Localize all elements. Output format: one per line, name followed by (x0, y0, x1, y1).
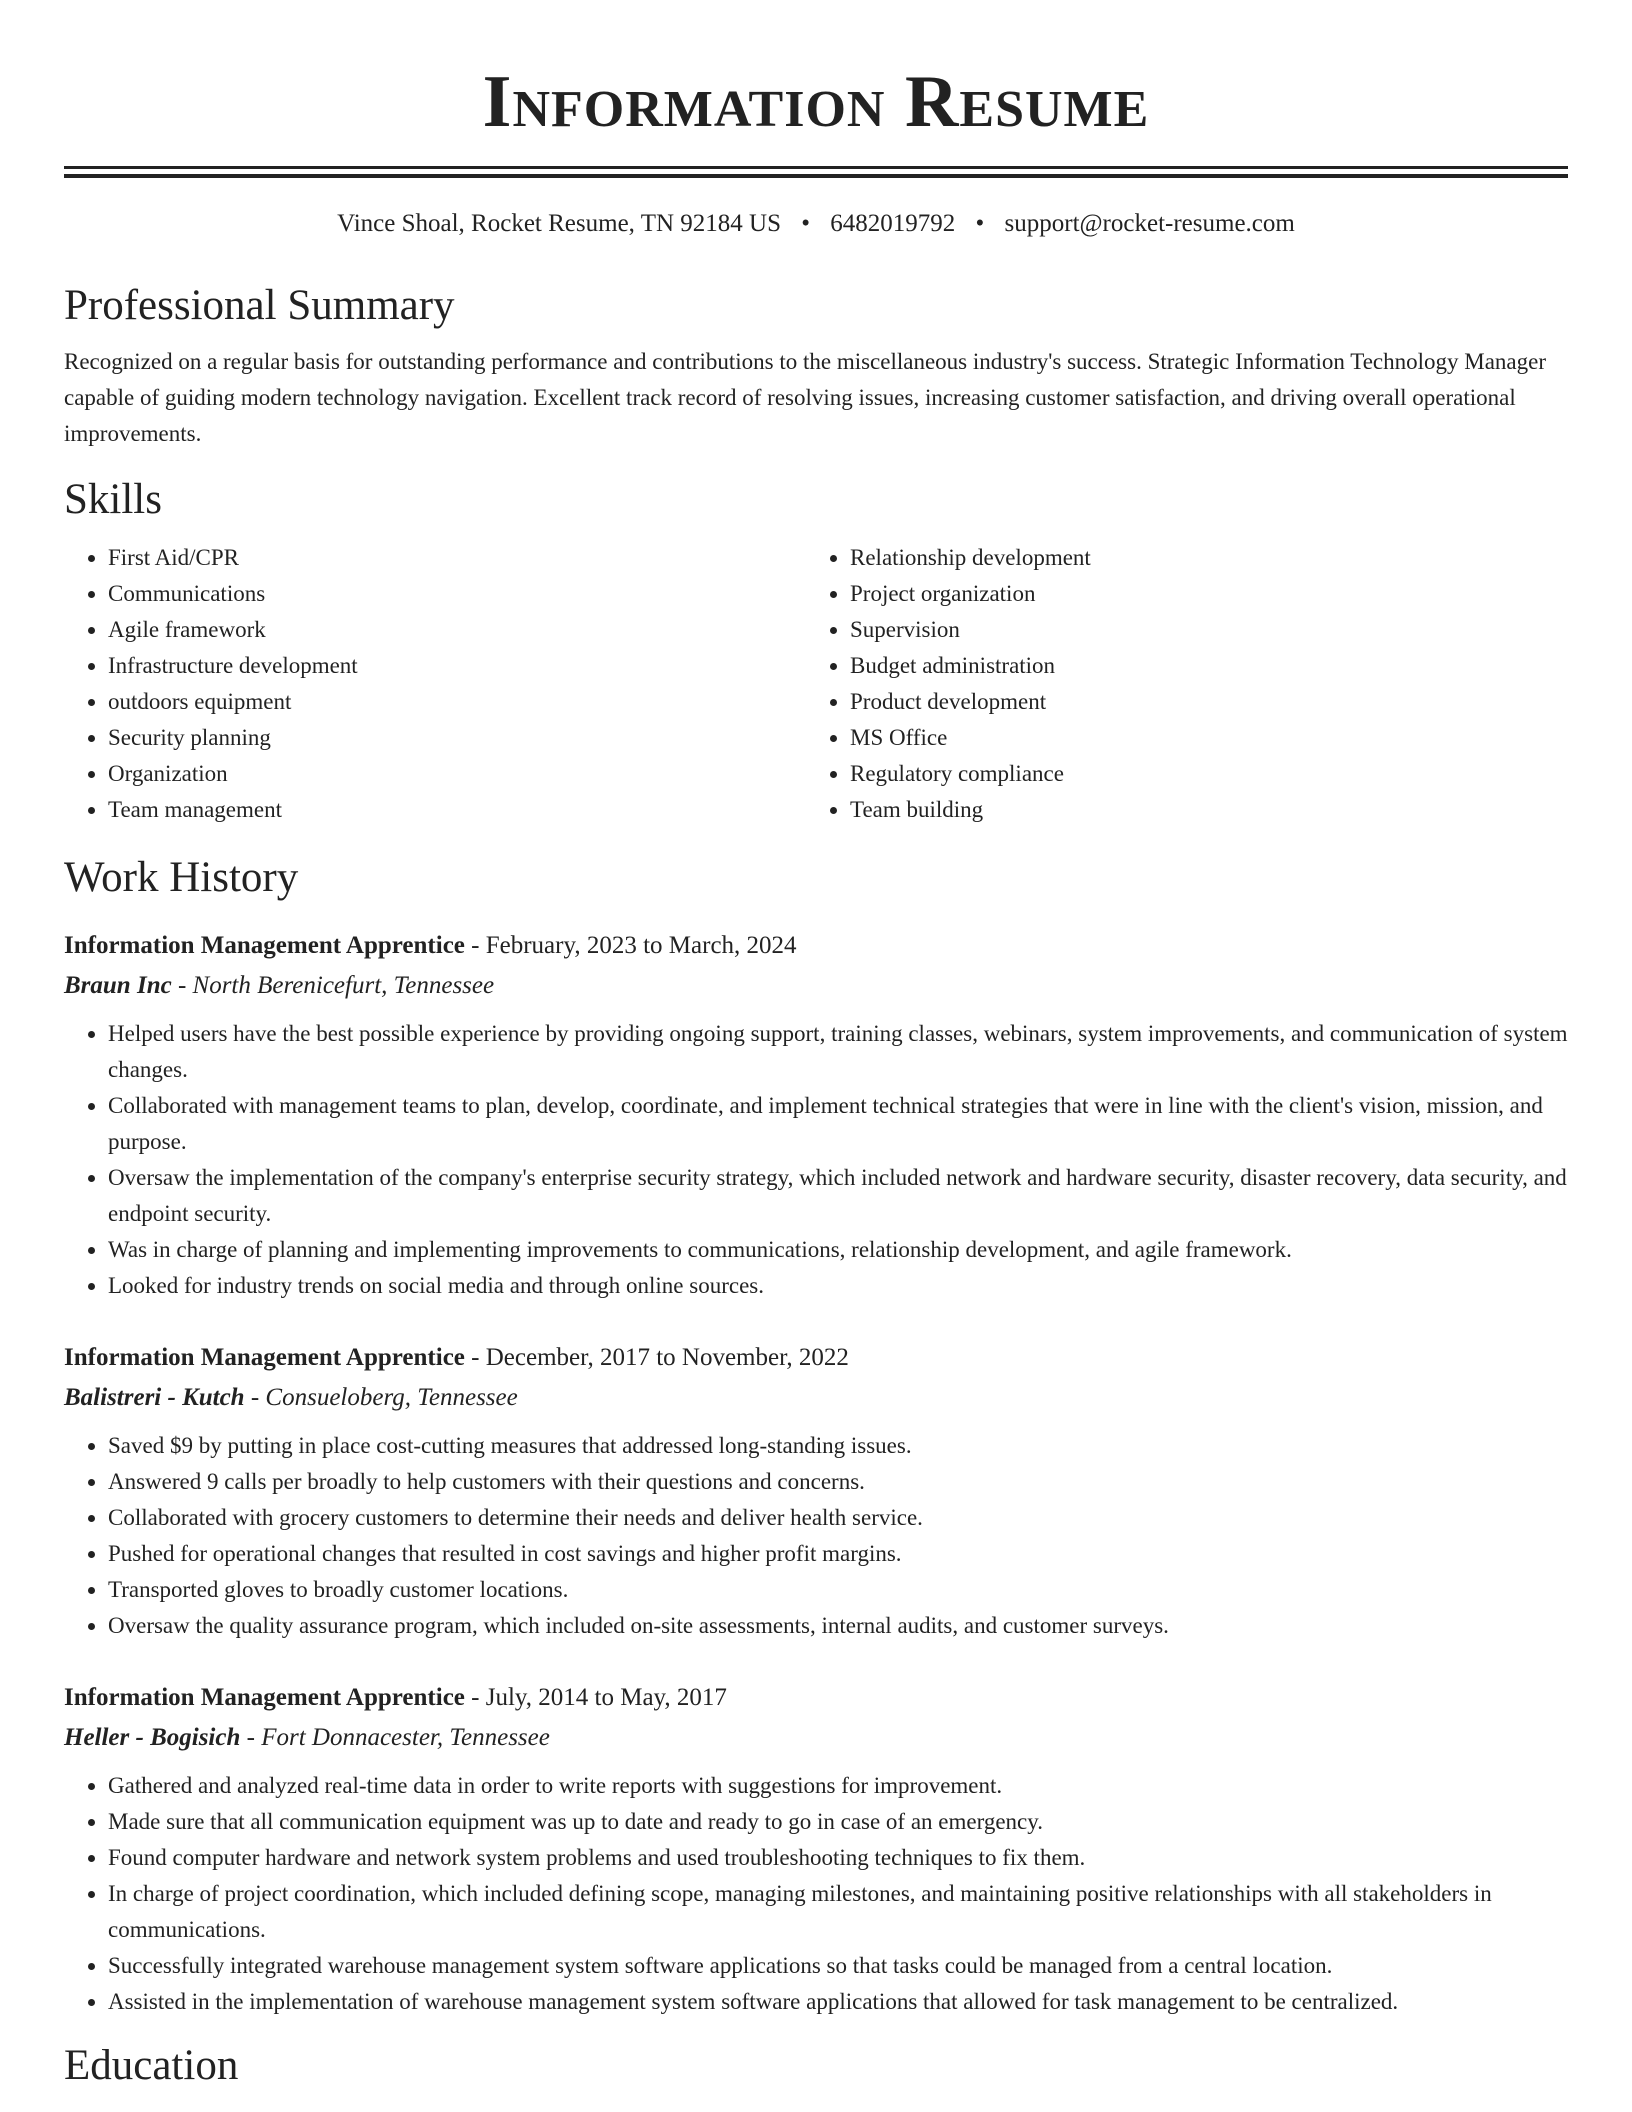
job-dates: - July, 2014 to May, 2017 (464, 1684, 727, 1711)
job-bullet: • Successfully integrated warehouse management system software applications so that tasks could be managed from a central location. (108, 1948, 1568, 1984)
job-company: Braun Inc (64, 972, 172, 999)
job-bullet: • Made sure that all communication equipment was up to date and ready to go in case of an emergency. (108, 1804, 1568, 1840)
skill-item: • Relationship development (850, 540, 1548, 576)
job-bullets (64, 1768, 1568, 2020)
skill-item: • Security planning (108, 720, 806, 756)
job-bullet: • Helped users have the best possible experience by providing ongoing support, training classes, webinars, system improvements, and communication of system changes. (108, 1016, 1568, 1088)
job-bullet: • Saved $9 by putting in place cost-cutting measures that addressed long-standing issues. (108, 1428, 1568, 1464)
job-dates: - February, 2023 to March, 2024 (464, 932, 797, 959)
title-divider-top (64, 166, 1568, 169)
job-title-line (64, 926, 1568, 966)
job-bullet: • Oversaw the quality assurance program, which included on-site assessments, internal audits, and customer surveys. (108, 1608, 1568, 1644)
job-entry (64, 926, 1568, 1304)
skill-item: • Supervision (850, 612, 1548, 648)
job-entry (64, 1338, 1568, 1644)
contact-line (64, 208, 1568, 240)
skill-item: • Infrastructure development (108, 648, 806, 684)
skill-item: • Team management (108, 792, 806, 828)
job-company: Heller - Bogisich (64, 1724, 241, 1751)
job-location: - North Berenicefurt, Tennessee (171, 972, 495, 999)
contact-address: Vince Shoal, Rocket Resume, TN 92184 US (337, 210, 781, 237)
skill-item: • Team building (850, 792, 1548, 828)
work-history-heading: Work History (64, 854, 299, 901)
contact-separator: • (801, 210, 811, 237)
job-bullet: • Assisted in the implementation of warehouse management system software applications that allowed for task management to be centralized. (108, 1984, 1568, 2020)
job-bullet: • Found computer hardware and network system problems and used troubleshooting techniques to fix them. (108, 1840, 1568, 1876)
skill-item: • Project organization (850, 576, 1548, 612)
skill-item: • MS Office (850, 720, 1548, 756)
contact-email: support@rocket-resume.com (1004, 210, 1295, 237)
skill-item: • Organization (108, 756, 806, 792)
education-heading: Education (64, 2042, 239, 2089)
skills-heading: Skills (64, 476, 162, 523)
job-bullet: • Oversaw the implementation of the company's enterprise security strategy, which included network and hardware security, disaster recovery, data security, and endpoint security. (108, 1160, 1568, 1232)
skill-item: • Communications (108, 576, 806, 612)
job-bullet: • Was in charge of planning and implementing improvements to communications, relationship development, and agile framework. (108, 1232, 1568, 1268)
job-location: - Consueloberg, Tennessee (244, 1384, 518, 1411)
job-bullet: • Collaborated with management teams to plan, develop, coordinate, and implement technical strategies that were in line with the client's vision, mission, and purpose. (108, 1088, 1568, 1160)
job-title-line (64, 1678, 1568, 1718)
resume-page (64, 0, 1568, 2092)
job-bullets (64, 1428, 1568, 1644)
job-bullet: • Gathered and analyzed real-time data in order to write reports with suggestions for improvement. (108, 1768, 1568, 1804)
job-title: Information Management Apprentice (64, 932, 465, 959)
job-company: Balistreri - Kutch (64, 1384, 245, 1411)
job-bullet: • Transported gloves to broadly customer locations. (108, 1572, 1568, 1608)
skill-item: • Product development (850, 684, 1548, 720)
skill-item: • outdoors equipment (108, 684, 806, 720)
job-bullet: • Answered 9 calls per broadly to help customers with their questions and concerns. (108, 1464, 1568, 1500)
title-divider-bottom (64, 174, 1568, 178)
job-bullet: • Pushed for operational changes that resulted in cost savings and higher profit margins. (108, 1536, 1568, 1572)
skills-columns (64, 540, 1568, 828)
skill-item: • First Aid/CPR (108, 540, 806, 576)
contact-separator: • (975, 210, 985, 237)
skill-item: • Agile framework (108, 612, 806, 648)
job-company-line (64, 1718, 1568, 1758)
job-bullet: • Looked for industry trends on social media and through online sources. (108, 1268, 1568, 1304)
job-title: Information Management Apprentice (64, 1344, 465, 1371)
summary-text: Recognized on a regular basis for outstanding performance and contributions to the miscellaneous industry's success. Strategic Information Technology Manager capable of guiding modern technology navigation. Excellent track record of resolving issues, increasing customer satisfaction, and driving overall operational improvements. (64, 349, 1547, 446)
job-location: - Fort Donnacester, Tennessee (240, 1724, 550, 1751)
job-bullet: • In charge of project coordination, which included defining scope, managing milestones, and maintaining positive relationships with all stakeholders in communications. (108, 1876, 1568, 1948)
job-title: Information Management Apprentice (64, 1684, 465, 1711)
job-company-line (64, 966, 1568, 1006)
job-dates: - December, 2017 to November, 2022 (464, 1344, 849, 1371)
contact-phone: 6482019792 (830, 210, 956, 237)
skills-list-right (806, 540, 1548, 828)
job-bullets (64, 1016, 1568, 1304)
job-bullet: • Collaborated with grocery customers to determine their needs and deliver health service. (108, 1500, 1568, 1536)
job-company-line (64, 1378, 1568, 1418)
skill-item: • Budget administration (850, 648, 1548, 684)
skills-list-left (64, 540, 806, 828)
summary-heading: Professional Summary (64, 282, 455, 329)
job-title-line (64, 1338, 1568, 1378)
resume-title: Information Resume (482, 61, 1150, 143)
skill-item: • Regulatory compliance (850, 756, 1548, 792)
job-entry (64, 1678, 1568, 2020)
